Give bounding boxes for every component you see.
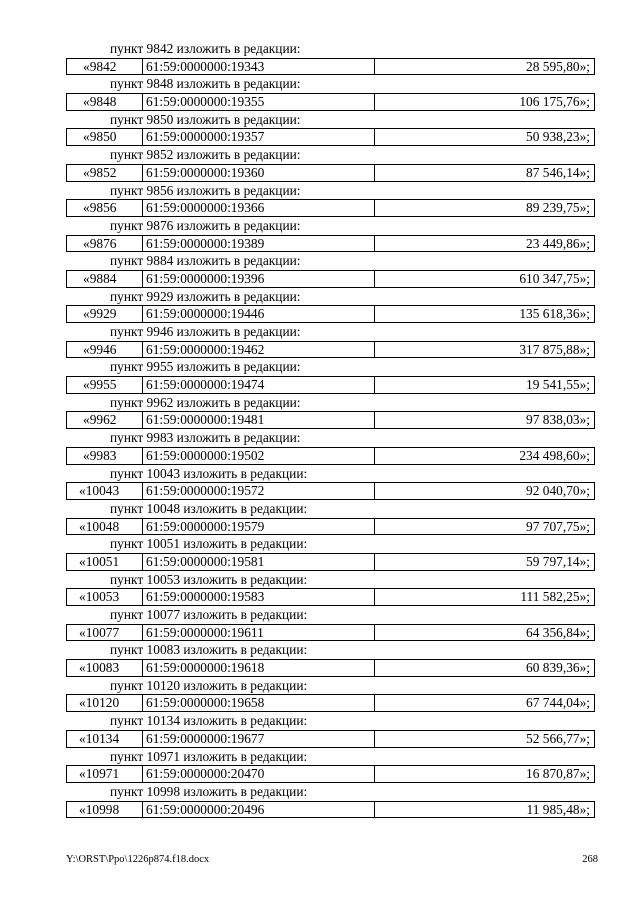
amendment-heading: пункт 9842 изложить в редакции: — [110, 41, 301, 56]
cadastral-value: 317 875,88»; — [519, 341, 590, 357]
amendment-block — [0, 571, 640, 606]
table-row — [66, 447, 595, 465]
table-row — [66, 588, 595, 606]
cadastral-value: 59 797,14»; — [526, 553, 590, 569]
item-number: «9884 — [67, 271, 143, 287]
cadastral-value: 67 744,04»; — [526, 695, 590, 711]
cadastral-value: 97 707,75»; — [526, 518, 590, 534]
amendment-heading: пункт 9983 изложить в редакции: — [110, 430, 301, 446]
item-number: «9946 — [67, 342, 143, 358]
item-number: «10043 — [67, 483, 143, 499]
item-number: «9876 — [67, 236, 143, 252]
cadastral-number: 61:59:0000000:19357 — [143, 129, 375, 145]
table-row — [66, 765, 595, 783]
item-number: «9842 — [67, 59, 143, 75]
item-number: «10971 — [67, 766, 143, 782]
cadastral-value: 89 239,75»; — [526, 200, 590, 216]
cadastral-number: 61:59:0000000:19611 — [143, 625, 375, 641]
page-number: 268 — [582, 854, 598, 865]
amendment-block — [0, 358, 640, 393]
amendment-block — [0, 288, 640, 323]
table-row — [66, 341, 595, 359]
amendment-block — [0, 182, 640, 217]
amendment-heading: пункт 10051 изложить в редакции: — [110, 536, 308, 552]
table-row — [66, 235, 595, 253]
amendment-block — [0, 677, 640, 712]
table-row — [66, 411, 595, 429]
cadastral-number: 61:59:0000000:19462 — [143, 342, 375, 358]
amendment-block — [0, 465, 640, 500]
amendment-heading: пункт 10998 изложить в редакции: — [110, 783, 308, 799]
amendment-heading: пункт 9876 изложить в редакции: — [110, 217, 301, 233]
amendment-block — [0, 394, 640, 429]
cadastral-number: 61:59:0000000:19389 — [143, 236, 375, 252]
item-number: «10051 — [67, 554, 143, 570]
cadastral-number: 61:59:0000000:19355 — [143, 94, 375, 110]
table-row — [66, 694, 595, 712]
cadastral-number: 61:59:0000000:19502 — [143, 448, 375, 464]
amendment-block — [0, 252, 640, 287]
amendment-block — [0, 748, 640, 783]
file-path: Y:\ORST\Ppo\1226p874.f18.docx — [66, 854, 210, 865]
cadastral-value: 23 449,86»; — [526, 235, 590, 251]
item-number: «9983 — [67, 448, 143, 464]
amendment-heading: пункт 9946 изложить в редакции: — [110, 324, 301, 339]
amendment-heading: пункт 10971 изложить в редакции: — [110, 748, 308, 764]
table-row — [66, 553, 595, 571]
cadastral-number: 61:59:0000000:19581 — [143, 554, 375, 570]
item-number: «9848 — [67, 94, 143, 110]
cadastral-value: 111 582,25»; — [520, 589, 590, 605]
cadastral-number: 61:59:0000000:19572 — [143, 483, 375, 499]
item-number: «9850 — [67, 129, 143, 145]
item-number: «9929 — [67, 306, 143, 322]
amendment-block — [0, 429, 640, 464]
cadastral-number: 61:59:0000000:19343 — [143, 59, 375, 75]
cadastral-number: 61:59:0000000:19677 — [143, 731, 375, 747]
cadastral-value: 52 566,77»; — [526, 730, 590, 746]
table-row — [66, 376, 595, 394]
cadastral-value: 28 595,80»; — [526, 58, 590, 74]
item-number: «10083 — [67, 660, 143, 676]
amendment-block — [0, 712, 640, 747]
cadastral-value: 64 356,84»; — [526, 624, 590, 640]
table-row — [66, 164, 595, 182]
amendment-block — [0, 783, 640, 818]
cadastral-value: 19 541,55»; — [526, 377, 590, 393]
amendment-heading: пункт 9962 изложить в редакции: — [110, 394, 301, 410]
document-body — [0, 40, 640, 818]
table-row — [66, 305, 595, 323]
amendment-heading: пункт 10043 изложить в редакции: — [110, 465, 308, 481]
amendment-heading: пункт 9884 изложить в редакции: — [110, 253, 301, 269]
amendment-heading: пункт 10120 изложить в редакции: — [110, 677, 308, 693]
cadastral-number: 61:59:0000000:19446 — [143, 306, 375, 322]
amendment-block — [0, 75, 640, 110]
item-number: «10077 — [67, 625, 143, 641]
table-row — [66, 518, 595, 536]
item-number: «9962 — [67, 412, 143, 428]
table-row — [66, 93, 595, 111]
amendment-heading: пункт 10048 изложить в редакции: — [110, 500, 308, 516]
table-row — [66, 624, 595, 642]
cadastral-number: 61:59:0000000:19474 — [143, 377, 375, 393]
cadastral-value: 135 618,36»; — [519, 306, 590, 322]
table-row — [66, 199, 595, 217]
amendment-block — [0, 500, 640, 535]
amendment-block — [0, 606, 640, 641]
amendment-heading: пункт 10083 изложить в редакции: — [110, 642, 308, 658]
table-row — [66, 128, 595, 146]
amendment-heading: пункт 9955 изложить в редакции: — [110, 359, 301, 375]
cadastral-value: 234 498,60»; — [519, 447, 590, 463]
amendment-block — [0, 40, 640, 75]
amendment-block — [0, 535, 640, 570]
cadastral-number: 61:59:0000000:19583 — [143, 589, 375, 605]
item-number: «10134 — [67, 731, 143, 747]
table-row — [66, 801, 595, 819]
cadastral-number: 61:59:0000000:19360 — [143, 165, 375, 181]
amendment-block — [0, 146, 640, 181]
cadastral-number: 61:59:0000000:20470 — [143, 766, 375, 782]
amendment-heading: пункт 9848 изложить в редакции: — [110, 76, 301, 92]
cadastral-value: 610 347,75»; — [519, 270, 590, 286]
amendment-block — [0, 323, 640, 358]
item-number: «9852 — [67, 165, 143, 181]
cadastral-number: 61:59:0000000:19396 — [143, 271, 375, 287]
cadastral-number: 61:59:0000000:19366 — [143, 200, 375, 216]
cadastral-number: 61:59:0000000:19658 — [143, 695, 375, 711]
cadastral-value: 16 870,87»; — [526, 766, 590, 782]
cadastral-value: 106 175,76»; — [519, 94, 590, 110]
cadastral-number: 61:59:0000000:19481 — [143, 412, 375, 428]
amendment-block — [0, 111, 640, 146]
table-row — [66, 58, 595, 76]
amendment-heading: пункт 10053 изложить в редакции: — [110, 571, 308, 587]
cadastral-number: 61:59:0000000:20496 — [143, 802, 375, 818]
item-number: «10048 — [67, 519, 143, 535]
item-number: «9856 — [67, 200, 143, 216]
amendment-heading: пункт 9852 изложить в редакции: — [110, 147, 301, 163]
amendment-block — [0, 641, 640, 676]
amendment-heading: пункт 9856 изложить в редакции: — [110, 182, 301, 198]
item-number: «10998 — [67, 802, 143, 818]
amendment-heading: пункт 10134 изложить в редакции: — [110, 713, 308, 729]
cadastral-value: 60 839,36»; — [526, 660, 590, 676]
amendment-heading: пункт 9929 изложить в редакции: — [110, 288, 301, 304]
table-row — [66, 482, 595, 500]
item-number: «10120 — [67, 695, 143, 711]
item-number: «10053 — [67, 589, 143, 605]
table-row — [66, 270, 595, 288]
amendment-heading: пункт 9850 изложить в редакции: — [110, 111, 301, 127]
cadastral-value: 11 985,48»; — [526, 801, 590, 817]
page-footer — [0, 853, 640, 867]
cadastral-value: 87 546,14»; — [526, 164, 590, 180]
item-number: «9955 — [67, 377, 143, 393]
table-row — [66, 659, 595, 677]
cadastral-number: 61:59:0000000:19579 — [143, 519, 375, 535]
cadastral-number: 61:59:0000000:19618 — [143, 660, 375, 676]
amendment-block — [0, 217, 640, 252]
cadastral-value: 97 838,03»; — [526, 412, 590, 428]
amendment-heading: пункт 10077 изложить в редакции: — [110, 607, 308, 622]
cadastral-value: 50 938,23»; — [526, 129, 590, 145]
table-row — [66, 730, 595, 748]
cadastral-value: 92 040,70»; — [526, 483, 590, 499]
